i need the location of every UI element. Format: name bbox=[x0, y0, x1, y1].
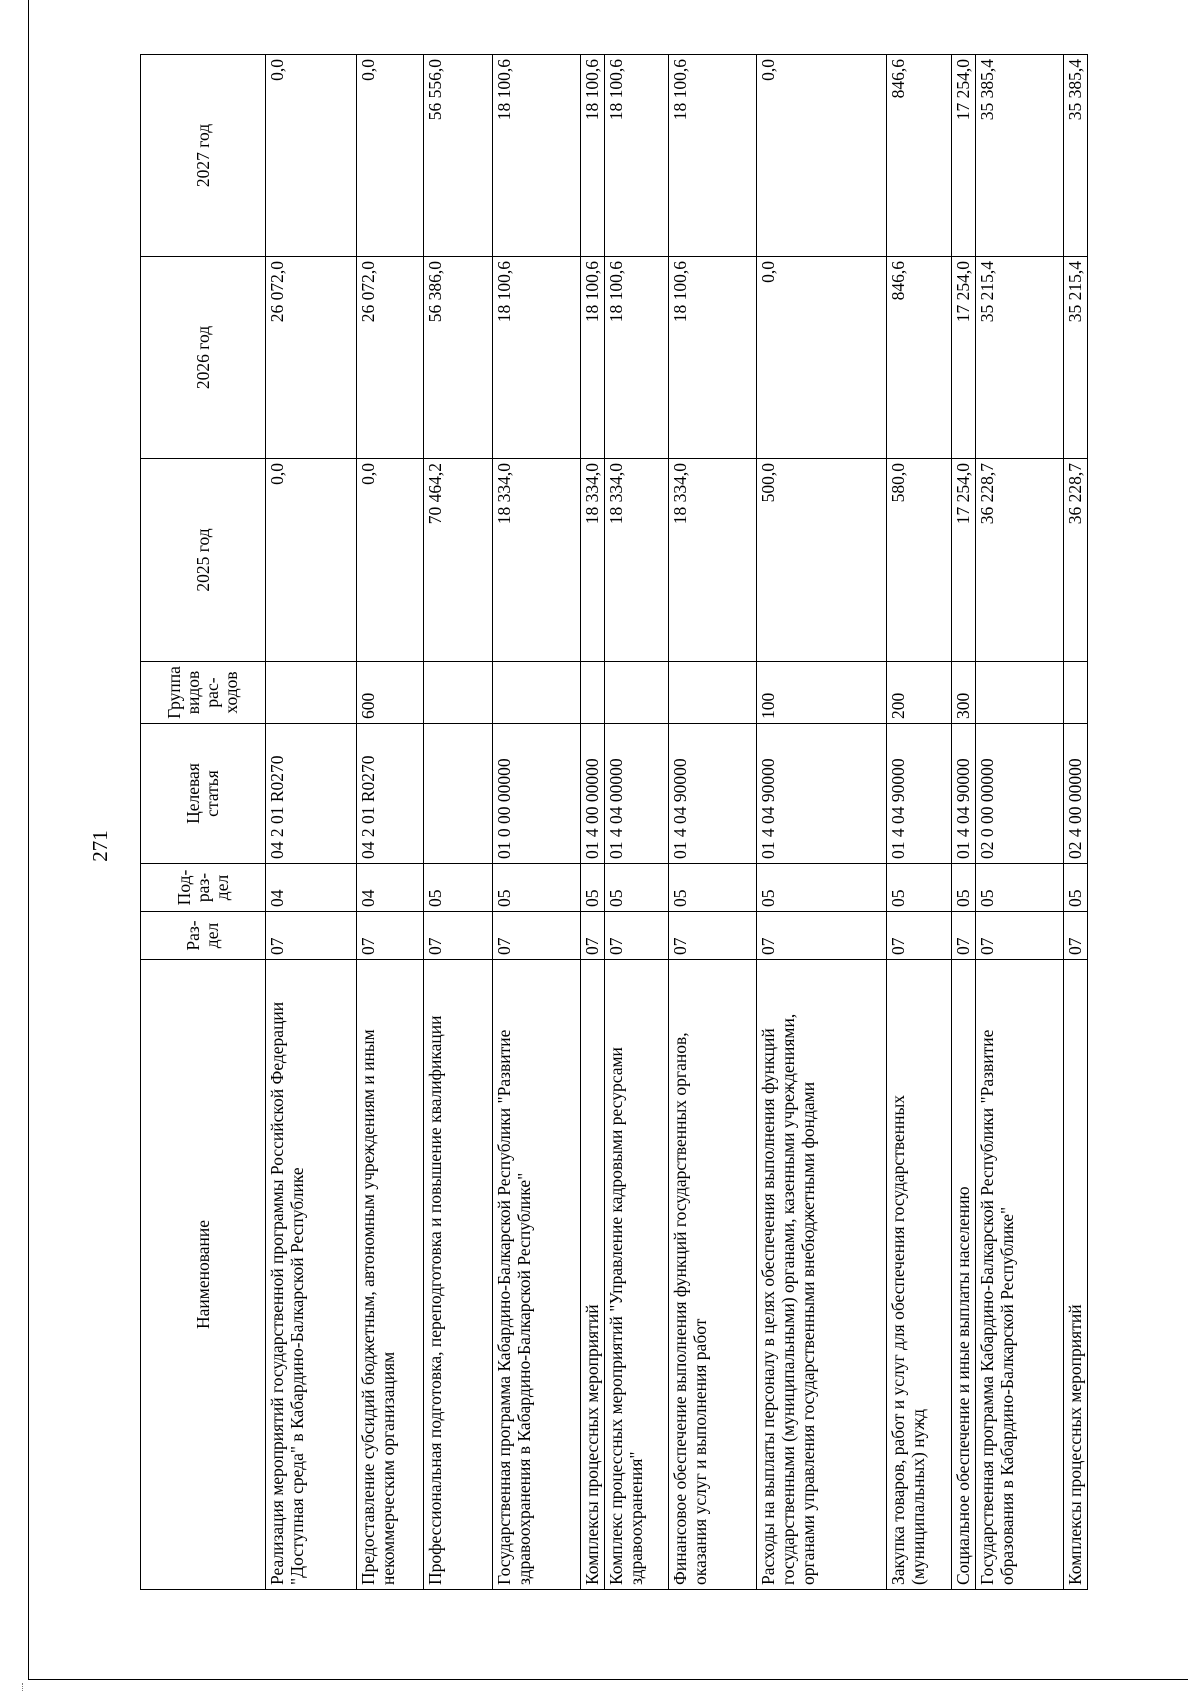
header-razdel: Раз- дел bbox=[141, 912, 266, 960]
table-row bbox=[423, 55, 492, 1590]
table-row bbox=[492, 55, 580, 1590]
cell-2027: 56 556,0 bbox=[423, 55, 492, 257]
cell-razdel: 07 bbox=[887, 912, 951, 960]
cell-podrazdel: 05 bbox=[423, 864, 492, 912]
cell-2026: 18 100,6 bbox=[604, 257, 668, 459]
cell-2026: 26 072,0 bbox=[357, 257, 424, 459]
cell-vr bbox=[580, 662, 604, 724]
cell-2025: 36 228,7 bbox=[1064, 459, 1088, 662]
scan-left-border bbox=[28, 0, 29, 1680]
cell-razdel: 07 bbox=[266, 912, 357, 960]
cell-celevaya: 01 4 04 90000 bbox=[757, 724, 887, 864]
cell-vr bbox=[604, 662, 668, 724]
table-row bbox=[951, 55, 975, 1590]
cell-2026: 26 072,0 bbox=[266, 257, 357, 459]
cell-name: Социальное обеспечение и иные выплаты населению bbox=[951, 960, 975, 1590]
cell-2026: 846,6 bbox=[887, 257, 951, 459]
cell-razdel: 07 bbox=[669, 912, 757, 960]
table-row bbox=[975, 55, 1063, 1590]
cell-name: Закупка товаров, работ и услуг для обеспечения государственных (муниципальных) нужд bbox=[887, 960, 951, 1590]
cell-vr bbox=[423, 662, 492, 724]
header-2027: 2027 год bbox=[141, 55, 266, 257]
cell-podrazdel: 04 bbox=[266, 864, 357, 912]
cell-podrazdel: 05 bbox=[951, 864, 975, 912]
cell-podrazdel: 05 bbox=[757, 864, 887, 912]
header-name: Наименование bbox=[141, 960, 266, 1590]
cell-2027: 18 100,6 bbox=[580, 55, 604, 257]
cell-name: Государственная программа Кабардино-Балкарской Республики "Развитие здравоохранения в Кабардино-Балкарской Республике" bbox=[492, 960, 580, 1590]
header-podrazdel: Под- раз- дел bbox=[141, 864, 266, 912]
cell-razdel: 07 bbox=[580, 912, 604, 960]
table-row bbox=[266, 55, 357, 1590]
table-row bbox=[357, 55, 424, 1590]
cell-2025: 580,0 bbox=[887, 459, 951, 662]
cell-razdel: 07 bbox=[975, 912, 1063, 960]
cell-podrazdel: 05 bbox=[669, 864, 757, 912]
cell-name: Профессиональная подготовка, переподготовка и повышение квалификации bbox=[423, 960, 492, 1590]
cell-2027: 17 254,0 bbox=[951, 55, 975, 257]
cell-2027: 35 385,4 bbox=[1064, 55, 1088, 257]
cell-2027: 846,6 bbox=[887, 55, 951, 257]
cell-2025: 500,0 bbox=[757, 459, 887, 662]
cell-2026: 56 386,0 bbox=[423, 257, 492, 459]
cell-2025: 18 334,0 bbox=[604, 459, 668, 662]
cell-vr bbox=[492, 662, 580, 724]
cell-name: Комплекс процессных мероприятий "Управление кадровыми ресурсами здравоохранения" bbox=[604, 960, 668, 1590]
cell-razdel: 07 bbox=[604, 912, 668, 960]
cell-2026: 0,0 bbox=[757, 257, 887, 459]
cell-razdel: 07 bbox=[492, 912, 580, 960]
table-header-row bbox=[141, 55, 266, 1590]
cell-celevaya: 01 4 04 00000 bbox=[604, 724, 668, 864]
cell-razdel: 07 bbox=[757, 912, 887, 960]
header-celevaya-statya: Целевая статья bbox=[141, 724, 266, 864]
cell-2026: 18 100,6 bbox=[580, 257, 604, 459]
table-row bbox=[1064, 55, 1088, 1590]
cell-podrazdel: 05 bbox=[492, 864, 580, 912]
cell-2026: 17 254,0 bbox=[951, 257, 975, 459]
cell-name: Реализация мероприятий государственной программы Российской Федерации "Доступная среда" в Кабардино-Балкарской Республике bbox=[266, 960, 357, 1590]
budget-table-container bbox=[140, 55, 1088, 1590]
cell-celevaya: 02 4 00 00000 bbox=[1064, 724, 1088, 864]
cell-2027: 18 100,6 bbox=[492, 55, 580, 257]
cell-2025: 18 334,0 bbox=[492, 459, 580, 662]
table-row bbox=[757, 55, 887, 1590]
cell-razdel: 07 bbox=[357, 912, 424, 960]
cell-podrazdel: 05 bbox=[1064, 864, 1088, 912]
cell-name: Предоставление субсидий бюджетным, автономным учреждениям и иным некоммерческим организациям bbox=[357, 960, 424, 1590]
cell-razdel: 07 bbox=[951, 912, 975, 960]
cell-name: Комплексы процессных мероприятий bbox=[1064, 960, 1088, 1590]
page-number: 271 bbox=[88, 830, 112, 862]
cell-celevaya: 01 0 00 00000 bbox=[492, 724, 580, 864]
scan-bottom-border bbox=[28, 1679, 1188, 1680]
cell-podrazdel: 05 bbox=[580, 864, 604, 912]
cell-podrazdel: 05 bbox=[604, 864, 668, 912]
header-2025: 2025 год bbox=[141, 459, 266, 662]
cell-celevaya: 04 2 01 R0270 bbox=[357, 724, 424, 864]
cell-name: Расходы на выплаты персоналу в целях обеспечения выполнения функций государственными (муниципальными) органами, казенными учреждениями, органами управления государственными внебюджетными фондами bbox=[757, 960, 887, 1590]
cell-2027: 35 385,4 bbox=[975, 55, 1063, 257]
cell-podrazdel: 05 bbox=[887, 864, 951, 912]
cell-podrazdel: 04 bbox=[357, 864, 424, 912]
header-2026: 2026 год bbox=[141, 257, 266, 459]
table-row bbox=[604, 55, 668, 1590]
cell-2025: 36 228,7 bbox=[975, 459, 1063, 662]
cell-celevaya: 01 4 04 90000 bbox=[951, 724, 975, 864]
cell-2025: 18 334,0 bbox=[669, 459, 757, 662]
cell-2025: 0,0 bbox=[266, 459, 357, 662]
cell-2025: 0,0 bbox=[357, 459, 424, 662]
cell-razdel: 07 bbox=[1064, 912, 1088, 960]
cell-2026: 35 215,4 bbox=[1064, 257, 1088, 459]
cell-vr: 300 bbox=[951, 662, 975, 724]
cell-vr: 600 bbox=[357, 662, 424, 724]
cell-name: Комплексы процессных мероприятий bbox=[580, 960, 604, 1590]
table-row bbox=[669, 55, 757, 1590]
cell-2025: 17 254,0 bbox=[951, 459, 975, 662]
cell-celevaya: 02 0 00 00000 bbox=[975, 724, 1063, 864]
cell-2027: 0,0 bbox=[357, 55, 424, 257]
header-gruppa-vidov-rashodov: Группа видов рас- ходов bbox=[141, 662, 266, 724]
cell-vr: 200 bbox=[887, 662, 951, 724]
cell-2025: 70 464,2 bbox=[423, 459, 492, 662]
cell-2027: 18 100,6 bbox=[604, 55, 668, 257]
cell-2027: 0,0 bbox=[266, 55, 357, 257]
cell-celevaya bbox=[423, 724, 492, 864]
cell-celevaya: 04 2 01 R0270 bbox=[266, 724, 357, 864]
cell-name: Государственная программа Кабардино-Балкарской Республики "Развитие образования в Кабардино-Балкарской Республике" bbox=[975, 960, 1063, 1590]
cell-celevaya: 01 4 00 00000 bbox=[580, 724, 604, 864]
cell-podrazdel: 05 bbox=[975, 864, 1063, 912]
cell-2026: 18 100,6 bbox=[492, 257, 580, 459]
table-row bbox=[580, 55, 604, 1590]
budget-table bbox=[140, 54, 1088, 1590]
cell-vr bbox=[669, 662, 757, 724]
cell-vr bbox=[1064, 662, 1088, 724]
cell-razdel: 07 bbox=[423, 912, 492, 960]
cell-2026: 35 215,4 bbox=[975, 257, 1063, 459]
cell-celevaya: 01 4 04 90000 bbox=[887, 724, 951, 864]
cell-2026: 18 100,6 bbox=[669, 257, 757, 459]
cell-vr: 100 bbox=[757, 662, 887, 724]
cell-2027: 18 100,6 bbox=[669, 55, 757, 257]
cell-vr bbox=[266, 662, 357, 724]
cell-2025: 18 334,0 bbox=[580, 459, 604, 662]
cell-celevaya: 01 4 04 90000 bbox=[669, 724, 757, 864]
scan-corner-mark bbox=[22, 1683, 33, 1691]
cell-vr bbox=[975, 662, 1063, 724]
cell-2027: 0,0 bbox=[757, 55, 887, 257]
table-row bbox=[887, 55, 951, 1590]
cell-name: Финансовое обеспечение выполнения функций государственных органов, оказания услуг и выполнения работ bbox=[669, 960, 757, 1590]
